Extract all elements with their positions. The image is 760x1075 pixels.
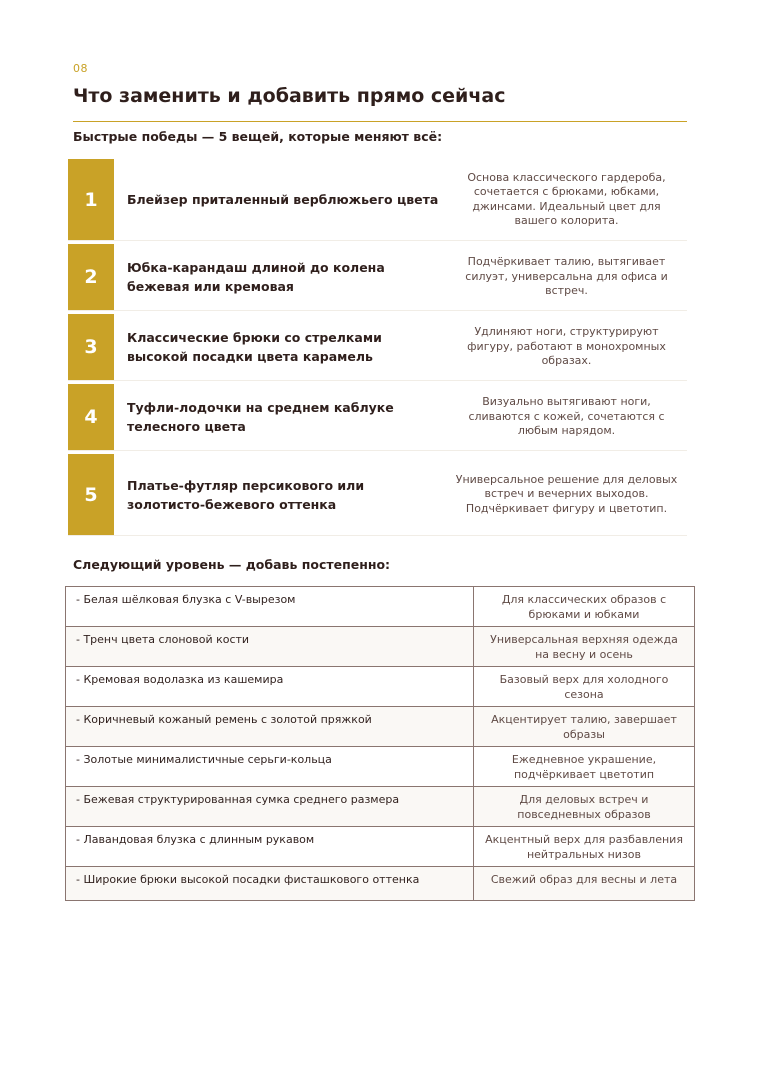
table-row [66,867,695,901]
table-cell-item: - Тренч цвета слоновой кости [66,627,474,667]
quick-win-description: Основа классического гардероба, сочетается с брюками, юбками, джинсами. Идеальный цвет для вашего колорита. [467,170,666,227]
quick-win-item [68,454,687,536]
table-cell-description: Акцентный верх для разбавления нейтральных низов [474,827,695,867]
table-cell-item: - Белая шёлковая блузка с V-вырезом [66,587,474,627]
table-cell-description: Свежий образ для весны и лета [474,867,695,901]
table-cell-item: - Кремовая водолазка из кашемира [66,667,474,707]
quick-win-title: Туфли-лодочки на среднем каблуке телесного цвета [127,400,394,434]
quick-win-number: 1 [68,159,114,240]
table-row [66,787,695,827]
table-row [66,587,695,627]
title-divider [73,121,687,122]
table-row [66,627,695,667]
next-level-heading: Следующий уровень — добавь постепенно: [73,557,391,572]
quick-win-title: Блейзер приталенный верблюжьего цвета [127,192,439,207]
quick-win-title: Платье-футляр персикового или золотисто-бежевого оттенка [127,477,365,512]
quick-win-number: 3 [68,314,114,380]
quick-win-description: Подчёркивает талию, вытягивает силуэт, универсальна для офиса и встреч. [465,255,668,298]
table-row [66,827,695,867]
quick-win-item [68,244,687,311]
table-cell-description: Ежедневное украшение, подчёркивает цветотип [474,747,695,787]
table-row [66,667,695,707]
quick-win-item [68,384,687,451]
quick-win-description: Визуально вытягивают ноги, сливаются с кожей, сочетаются с любым нарядом. [468,395,665,438]
table-cell-description: Для классических образов с брюками и юбками [474,587,695,627]
table-cell-item: - Лавандовая блузка с длинным рукавом [66,827,474,867]
quick-wins-list [68,159,687,539]
quick-win-title: Юбка-карандаш длиной до колена бежевая или кремовая [127,260,385,294]
quick-win-item [68,314,687,381]
quick-win-number: 4 [68,384,114,450]
table-cell-item: - Широкие брюки высокой посадки фисташкового оттенка [66,867,474,901]
table-cell-item: - Коричневый кожаный ремень с золотой пряжкой [66,707,474,747]
table-row [66,707,695,747]
table-cell-item: - Золотые минималистичные серьги-кольца [66,747,474,787]
quick-win-number: 2 [68,244,114,310]
page-number: 08 [73,62,88,75]
table-cell-item: - Бежевая структурированная сумка среднего размера [66,787,474,827]
next-level-table [65,586,695,901]
page-title: Что заменить и добавить прямо сейчас [73,85,506,107]
quick-win-item [68,159,687,241]
quick-win-title: Классические брюки со стрелками высокой посадки цвета карамель [127,330,382,364]
quick-wins-heading: Быстрые победы — 5 вещей, которые меняют всё: [73,129,443,144]
quick-win-number: 5 [68,454,114,535]
table-row [66,747,695,787]
table-cell-description: Для деловых встреч и повседневных образов [474,787,695,827]
table-cell-description: Акцентирует талию, завершает образы [474,707,695,747]
table-cell-description: Базовый верх для холодного сезона [474,667,695,707]
table-cell-description: Универсальная верхняя одежда на весну и осень [474,627,695,667]
quick-win-description: Универсальное решение для деловых встреч и вечерних выходов. Подчёркивает фигуру и цветотип. [455,472,678,515]
quick-win-description: Удлиняют ноги, структурируют фигуру, работают в монохромных образах. [467,325,666,368]
